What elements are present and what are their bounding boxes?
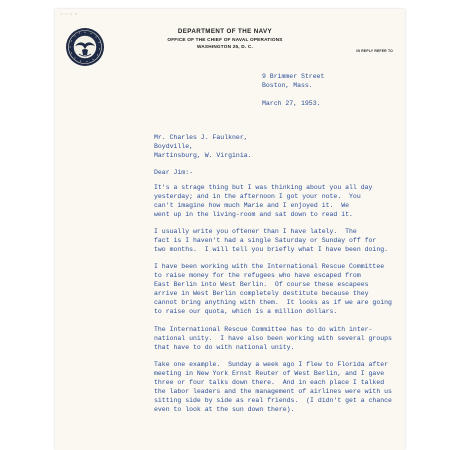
body-line: East Berlin into West Berlin. Of course these escapees <box>154 281 369 288</box>
body-line: Take one example. Sunday a week ago I flew to Florida after <box>154 361 389 368</box>
body-line: It's a strage thing but I was thinking about you all day <box>154 184 373 191</box>
body-line: went up in the living-room and sat down to read it. <box>154 211 353 218</box>
body-line: cannot bring anything with them. It looks as if we are going <box>154 299 392 306</box>
recipient-line-2: Boydville, <box>154 143 194 150</box>
body-line: even to look at the sun down there). <box>154 406 295 413</box>
body-line: I have been working with the International Rescue Committee <box>154 263 385 270</box>
body-line: three or four talks down there. And in each place I talked <box>154 379 385 386</box>
body-line: sitting side by side as real friends. (I didn't get a chance <box>154 397 392 404</box>
salutation: Dear Jim:- <box>154 169 194 176</box>
body-line: meeting in New York Ernst Reuter of West Berlin, and I gave <box>154 370 385 377</box>
body-line: national unity. I have also been working with several groups <box>154 335 392 342</box>
reply-refer-label: IN REPLY REFER TO <box>356 49 393 53</box>
body-line: that have to do with national unity. <box>154 344 295 351</box>
pencil-mark: ~ ~ ~ ~ <box>60 12 78 18</box>
body-line: yesterday; and in the afternoon I got your note. You <box>154 193 361 200</box>
body-line: The International Rescue Committee has to do with inter- <box>154 326 373 333</box>
recipient-line-3: Martinsburg, W. Virginia. <box>154 152 252 159</box>
body-line: I usually write you oftener than I have lately. The <box>154 228 357 235</box>
letterhead <box>115 28 335 50</box>
body-line: two months. I will tell you briefly what I have been doing. <box>154 246 389 253</box>
letter-sheet <box>55 9 405 450</box>
body-line: can't imagine how much Marie and I enjoyed it. We <box>154 202 350 209</box>
letterhead-department: DEPARTMENT OF THE NAVY <box>177 28 273 35</box>
body-line: the labor leaders and the management of airlines were with us <box>154 388 392 395</box>
body-line: fact is I haven't had a single Saturday or Sunday off for <box>154 237 377 244</box>
body-line: to raise money for the refugees who have escaped from <box>154 272 361 279</box>
letterhead-city: WASHINGTON 25, D. C. <box>196 44 253 49</box>
recipient-name: Mr. Charles J. Faulkner, <box>154 134 248 141</box>
letter-date: March 27, 1953. <box>262 100 321 107</box>
body-line: arrive in West Berlin completely destitute because they <box>154 290 369 297</box>
body-line: to raise our quota, which is a million dollars. <box>154 308 338 315</box>
sender-street: 9 Brimmer Street <box>262 73 325 80</box>
letterhead-office: OFFICE OF THE CHIEF OF NAVAL OPERATIONS <box>167 37 283 42</box>
sender-city: Boston, Mass. <box>262 82 313 89</box>
navy-seal-icon <box>65 27 105 67</box>
